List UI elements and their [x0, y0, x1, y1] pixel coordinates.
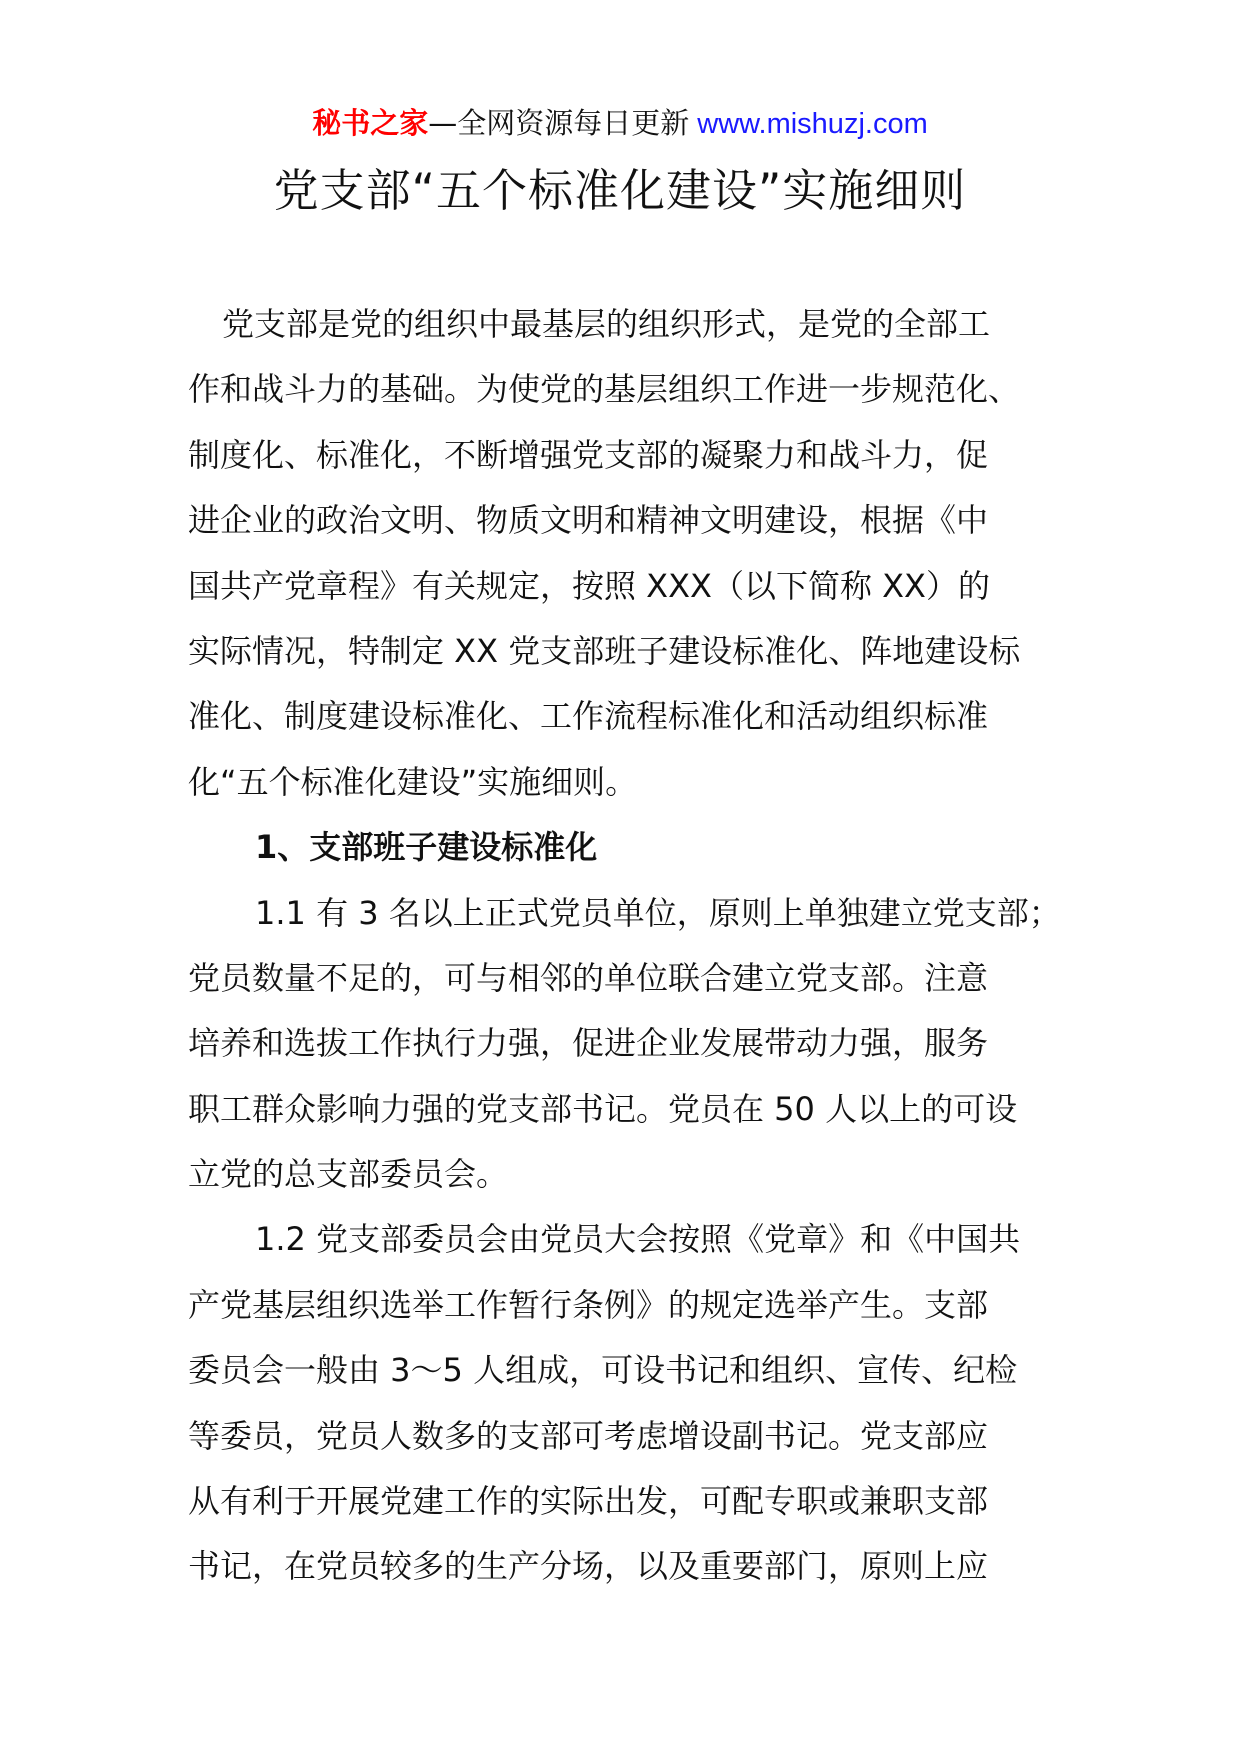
- paragraph-line: 职工群众影响力强的党支部书记。党员在 50 人以上的可设: [188, 1089, 1018, 1128]
- intro-paragraph: [188, 292, 1088, 815]
- paragraph-line: 等委员，党员人数多的支部可考虑增设副书记。党支部应: [188, 1416, 989, 1455]
- section-paragraph-1-1: [188, 881, 1088, 1208]
- paragraph-line: 党支部是党的组织中最基层的组织形式，是党的全部工: [222, 305, 991, 343]
- paragraph-line: 党员数量不足的，可与相邻的单位联合建立党支部。注意: [188, 958, 989, 997]
- paragraph-line: 委员会一般由 3～5 人组成，可设书记和组织、宣传、纪检: [188, 1351, 1018, 1390]
- paragraph-line: 产党基层组织选举工作暂行条例》的规定选举产生。支部: [188, 1285, 989, 1324]
- paragraph-line: 培养和选拔工作执行力强，促进企业发展带动力强，服务: [188, 1024, 989, 1063]
- brand-name: 秘书之家: [312, 106, 429, 140]
- section-heading: 1、支部班子建设标准化: [255, 828, 598, 867]
- paragraph-line: 制度化、标准化，不断增强党支部的凝聚力和战斗力，促: [188, 435, 989, 474]
- paragraph-line: 立党的总支部委员会。: [188, 1155, 509, 1194]
- header-tagline: —全网资源每日更新: [428, 106, 690, 140]
- paragraph-line: 1.1 有 3 名以上正式党员单位，原则上单独建立党支部；: [255, 893, 1061, 932]
- paragraph-line: 准化、制度建设标准化、工作流程标准化和活动组织标准: [188, 697, 989, 736]
- document-title: 党支部“五个标准化建设”实施细则: [273, 164, 967, 217]
- paragraph-line: 1.2 党支部委员会由党员大会按照《党章》和《中国共: [255, 1220, 1021, 1259]
- paragraph-line: 书记，在党员较多的生产分场，以及重要部门，原则上应: [188, 1547, 989, 1586]
- paragraph-line: 进企业的政治文明、物质文明和精神文明建设，根据《中: [188, 501, 989, 540]
- paragraph-line: 从有利于开展党建工作的实际出发，可配专职或兼职支部: [188, 1482, 989, 1521]
- document-body: [188, 292, 1088, 1600]
- paragraph-line: 国共产党章程》有关规定，按照 XXX（以下简称 XX）的: [188, 566, 990, 605]
- site-url-link[interactable]: www.mishuzj.com: [697, 108, 928, 140]
- site-header: [0, 103, 1240, 144]
- section-paragraph-1-2: [188, 1207, 1088, 1599]
- paragraph-line: 实际情况，特制定 XX 党支部班子建设标准化、阵地建设标: [188, 631, 1021, 670]
- paragraph-line: 作和战斗力的基础。为使党的基层组织工作进一步规范化、: [188, 370, 1021, 409]
- paragraph-line: 化“五个标准化建设”实施细则。: [188, 762, 638, 801]
